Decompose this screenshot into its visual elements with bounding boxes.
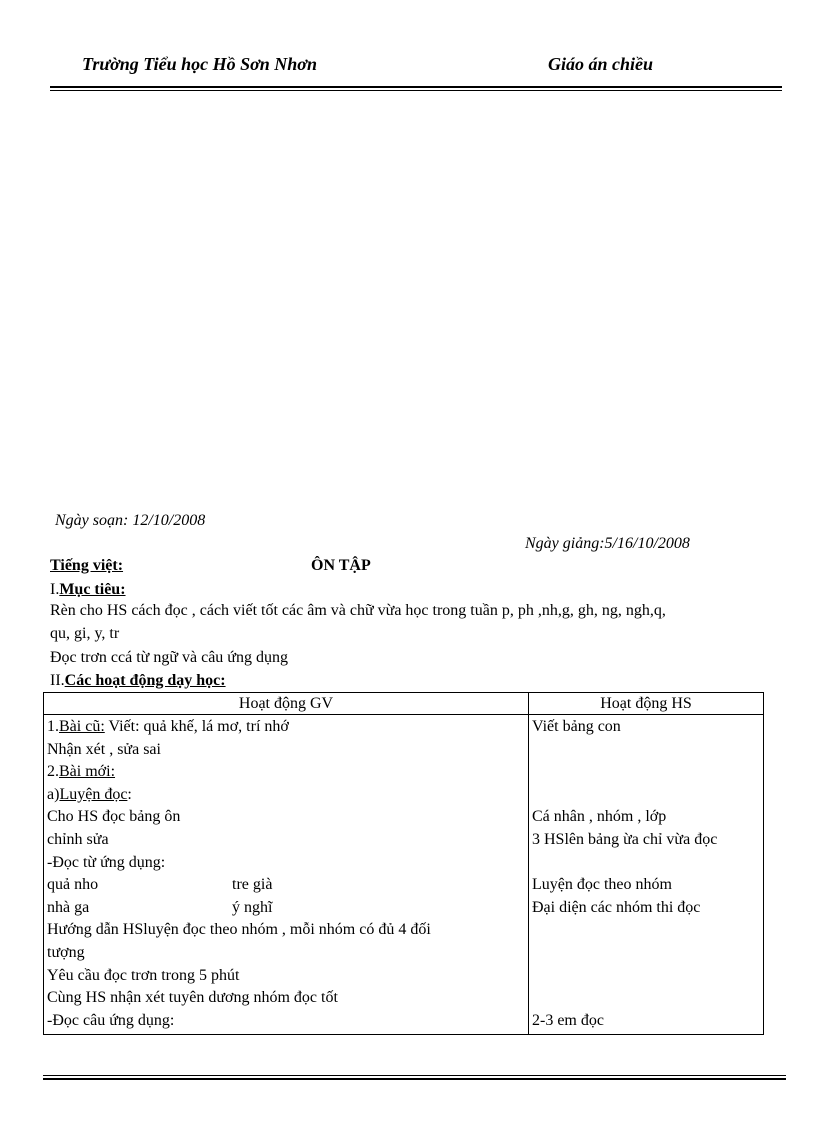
gv-line-5: Cho HS đọc bảng ôn [47, 808, 181, 826]
section2-title: Các hoạt động dạy học: [64, 672, 226, 689]
hs-line-9: Đại diện các nhóm thi đọc [532, 898, 701, 916]
gv-cell [44, 715, 529, 1035]
table-row [44, 715, 764, 1035]
subject-label: Tiếng việt: [50, 557, 124, 574]
gv-line-8: quả nho tre già [47, 876, 273, 894]
gv-line-7: -Đọc từ ứng dụng: [47, 853, 166, 871]
hs-line-8: Luyện đọc theo nhóm [532, 876, 672, 894]
gv-line-9: nhà ga ý nghĩ [47, 898, 273, 916]
gv-line-1: 1.Bài cũ: Viết: quả khế, lá mơ, trí nhớ [47, 718, 289, 735]
footer-rule-thin [43, 1075, 786, 1076]
section1-title: Mục tiêu: [59, 581, 126, 598]
gv-line-14: -Đọc câu ứng dụng: [47, 1011, 175, 1029]
header-school: Trường Tiểu học Hồ Sơn Nhơn [82, 54, 317, 74]
hs-cell [529, 715, 764, 1035]
gv-line-3: 2.Bài mới: [47, 763, 116, 781]
header-rule [50, 86, 782, 88]
hs-line-1: Viết bảng con [532, 718, 621, 735]
gv-line-4: a)Luyện đọc: [47, 785, 132, 803]
hs-line-6: 3 HSlên bảng ừa chỉ vừa đọc [532, 830, 718, 848]
hs-line-5: Cá nhân , nhóm , lớp [532, 808, 667, 826]
header-doc-type: Giáo án chiều [548, 54, 654, 74]
section1-num: I. [50, 581, 60, 598]
section1-heading [50, 581, 126, 599]
prepared-date: Ngày soạn: 12/10/2008 [55, 512, 206, 529]
objective-line-2: qu, gi, y, tr [50, 625, 120, 642]
activities-table [43, 692, 764, 1035]
header-rule-thin [50, 90, 782, 91]
table-header-row [44, 693, 764, 715]
gv-line-2: Nhận xét , sửa sai [47, 740, 161, 758]
objective-line-1: Rèn cho HS cách đọc , cách viết tốt các âm và chữ vừa học trong tuần p, ph ,nh,g, gh, ng, ngh,q, [50, 602, 666, 619]
gv-line-12: Yêu cầu đọc trơn trong 5 phút [47, 966, 240, 984]
gv-line-11: tượng [47, 943, 85, 961]
header-hs: Hoạt động HS [529, 693, 764, 715]
section2-num: II. [50, 672, 65, 689]
footer-rule [43, 1078, 786, 1080]
gv-line-13: Cùng HS nhận xét tuyên dương nhóm đọc tốt [47, 989, 338, 1007]
gv-line-10: Hướng dẫn HSluyện đọc theo nhóm , mỗi nhóm có đủ 4 đối [47, 921, 431, 939]
taught-date: Ngày giảng:5/16/10/2008 [525, 535, 690, 552]
header-gv: Hoạt động GV [44, 693, 529, 715]
hs-line-14: 2-3 em đọc [532, 1011, 604, 1029]
lesson-title: ÔN TẬP [311, 557, 371, 574]
section2-heading [50, 672, 226, 690]
gv-line-6: chỉnh sửa [47, 830, 109, 848]
objective-line-3: Đọc trơn ccá từ ngữ và câu ứng dụng [50, 649, 288, 666]
